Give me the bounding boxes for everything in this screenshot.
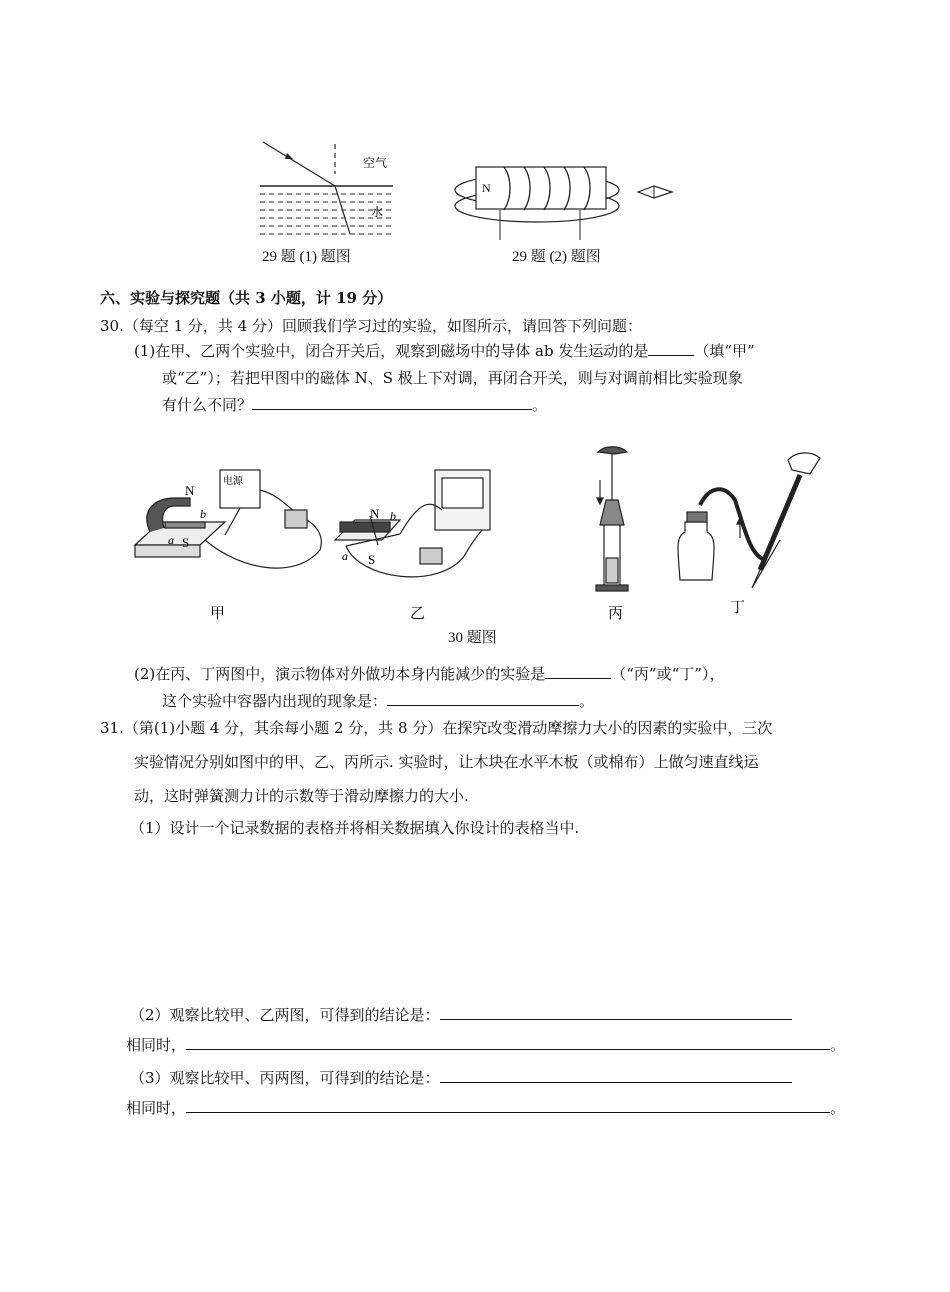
q31-blank-2a[interactable] [440,1005,792,1020]
experiment-bing [596,447,628,591]
section-title: 六、实验与探究题（共 3 小题，计 19 分） [100,289,393,307]
air-label: 空气 [363,156,388,170]
q30-part2-text-c: 这个实验中容器内出现的现象是： [162,692,388,710]
battery-label: 电源 [223,476,243,487]
yi-label: 乙 [410,606,426,622]
q30-part1-text-a: (1)在甲、乙两个实验中，闭合开关后，观察到磁场中的导体 ab 发生运动的是 [134,342,649,360]
q30-part1-line2: 或“乙”）；若把甲图中的磁体 N、S 极上下对调，再闭合开关，则与对调前相比实验现象 [162,369,743,387]
fig30-caption: 30 题图 [448,630,497,646]
q31-subq2-text: （2）观察比较甲、乙两图，可得到的结论是： [130,1006,440,1024]
q31-blank-3a[interactable] [440,1068,792,1083]
q30-part1-line1 [134,341,755,361]
q31-subq3-cont-text: 相同时， [126,1099,187,1117]
experiment-figures [120,440,840,630]
refraction-diagram [255,134,395,244]
fig29-caption-1: 29 题 (1) 题图 [262,249,351,265]
q31-subq1: （1）设计一个记录数据的表格并将相关数据填入你设计的表格当中. [130,819,580,837]
yi-n-label: N [370,506,380,521]
q31-subq3-end: 。 [830,1099,846,1117]
figure-29-left [255,134,395,244]
q31-blank-3b[interactable] [186,1098,830,1113]
q31-table-area[interactable] [130,845,830,995]
ding-label: 丁 [730,600,746,616]
q31-blank-2b[interactable] [186,1035,830,1050]
q31-subq2-cont [126,1035,845,1055]
figure-29-right [450,150,680,240]
q30-part2-end: 。 [579,692,595,710]
q30-blank-4[interactable] [387,691,579,706]
q30-part1-end: 。 [532,396,548,414]
q31-line1: 31.（第(1)小题 4 分，其余每小题 2 分，共 8 分）在探究改变滑动摩擦力大小的因素的实验中，三次 [100,719,773,737]
q30-blank-2[interactable] [252,395,532,410]
q31-line2: 实验情况分别如图中的甲、乙、丙所示. 实验时，让木块在水平木板（或棉布）上做匀速直线运 [134,753,759,771]
experiment-yi [335,470,490,577]
q31-subq2-end: 。 [830,1036,846,1054]
yi-s-label: S [368,552,376,567]
q31-subq3-cont [126,1098,845,1118]
q31-subq3-text: （3）观察比较甲、丙两图，可得到的结论是： [130,1069,440,1087]
q30-part1-text-c: 有什么不同？ [162,396,253,414]
q31-subq2 [130,1005,792,1025]
q30-part2-line2 [162,691,594,711]
q31-subq3 [130,1068,792,1088]
q30-part2-text-a: (2)在丙、丁两图中，演示物体对外做功本身内能减少的实验是 [134,665,546,683]
figure-30 [120,440,840,630]
q31-subq2-cont-text: 相同时， [126,1036,187,1054]
jia-a-label: a [168,533,174,547]
q30-blank-3[interactable] [545,664,611,679]
yi-a-label: a [342,549,348,563]
yi-b-label: b [390,509,396,523]
q30-part1-line3 [162,395,547,415]
water-label: 水 [371,205,384,219]
jia-s-label: S [182,535,190,550]
q31-line3: 动，这时弹簧测力计的示数等于滑动摩擦力的大小. [134,787,469,805]
fig29-caption-2: 29 题 (2) 题图 [512,249,601,265]
q30-part2-line1 [134,664,724,684]
q30-blank-1[interactable] [648,341,694,356]
jia-n-label: N [185,483,195,498]
bing-label: 丙 [608,606,624,622]
solenoid-diagram [450,150,680,240]
q30-part2-text-b: （“丙”或“丁”）， [611,665,725,683]
q30-intro: 30.（每空 1 分，共 4 分）回顾我们学习过的实验，如图所示，请回答下列问题： [100,317,643,335]
q30-part1-text-b: （填“甲” [694,342,755,360]
jia-label: 甲 [210,606,226,622]
experiment-ding [678,453,820,588]
jia-b-label: b [200,507,206,521]
north-pole-label: N [482,181,491,195]
